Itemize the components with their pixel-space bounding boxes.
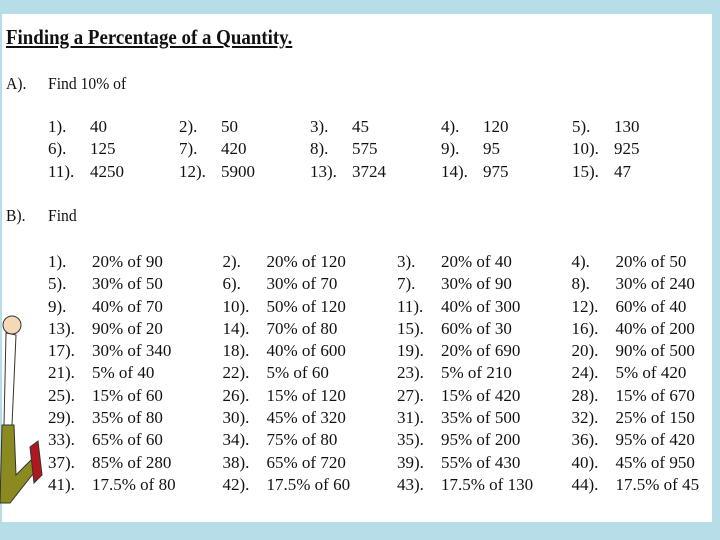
question-item xyxy=(397,407,572,429)
question-value: 30% of 90 xyxy=(441,274,512,294)
question-number: 20). xyxy=(571,341,599,361)
question-item xyxy=(179,116,310,138)
question-value: 95 xyxy=(483,139,500,159)
question-value: 15% of 60 xyxy=(92,385,163,405)
question-value: 20% of 50 xyxy=(615,252,687,271)
question-item xyxy=(572,429,720,451)
question-item xyxy=(572,138,703,160)
question-item xyxy=(223,273,398,295)
question-item xyxy=(179,138,310,160)
question-value: 55% of 430 xyxy=(441,452,521,472)
question-number: 34). xyxy=(222,430,250,450)
question-value: 4250 xyxy=(90,161,124,181)
question-item xyxy=(572,362,720,384)
question-number: 16). xyxy=(571,318,599,338)
question-number: 14). xyxy=(441,161,468,181)
question-number: 7). xyxy=(397,274,416,294)
question-value: 30% of 340 xyxy=(92,341,172,361)
question-value: 47 xyxy=(614,161,631,181)
question-number: 29). xyxy=(48,408,75,428)
question-number: 23). xyxy=(397,363,424,383)
question-value: 40% of 200 xyxy=(615,318,695,338)
question-value: 85% of 280 xyxy=(92,452,172,472)
question-value: 65% of 60 xyxy=(92,430,163,450)
question-item xyxy=(48,340,223,362)
question-value: 95% of 420 xyxy=(615,430,695,450)
question-row xyxy=(48,161,703,183)
question-value: 5% of 420 xyxy=(615,363,687,383)
question-row xyxy=(48,362,720,384)
question-number: 30). xyxy=(222,408,250,428)
question-number: 5). xyxy=(572,117,591,136)
question-item xyxy=(48,429,223,451)
question-item xyxy=(572,452,720,474)
question-item xyxy=(223,452,398,474)
question-number: 7). xyxy=(179,139,198,159)
question-number: 11). xyxy=(397,296,424,316)
question-value: 15% of 420 xyxy=(441,385,521,405)
question-number: 28). xyxy=(571,385,599,405)
question-item xyxy=(572,116,703,138)
question-item xyxy=(48,138,179,160)
question-number: 9). xyxy=(48,296,67,316)
question-value: 40% of 300 xyxy=(441,296,521,316)
question-number: 14). xyxy=(222,318,250,338)
question-item xyxy=(48,161,179,183)
question-item xyxy=(179,161,310,183)
question-value: 50 xyxy=(221,117,238,136)
question-value: 17.5% of 130 xyxy=(441,474,534,494)
question-item xyxy=(397,385,572,407)
question-value: 90% of 500 xyxy=(615,341,695,361)
question-value: 17.5% of 45 xyxy=(615,474,700,494)
question-item xyxy=(223,429,398,451)
question-number: 43). xyxy=(397,474,424,494)
question-row xyxy=(48,452,720,474)
question-item xyxy=(48,296,223,318)
question-value: 925 xyxy=(614,139,640,159)
question-row xyxy=(48,273,720,295)
question-number: 32). xyxy=(571,408,599,428)
question-item xyxy=(397,251,572,273)
question-number: 13). xyxy=(48,318,75,338)
question-item xyxy=(441,116,572,138)
question-item xyxy=(223,407,398,429)
question-item xyxy=(48,116,179,138)
question-number: 10). xyxy=(222,296,250,316)
question-value: 15% of 670 xyxy=(615,385,695,405)
question-number: 8). xyxy=(310,139,329,159)
question-value: 17.5% of 60 xyxy=(266,474,351,494)
question-value: 75% of 80 xyxy=(266,430,338,450)
question-number: 25). xyxy=(48,385,75,405)
question-value: 975 xyxy=(483,161,509,181)
question-item xyxy=(397,452,572,474)
question-item xyxy=(223,296,398,318)
question-value: 20% of 120 xyxy=(266,252,346,271)
question-value: 35% of 500 xyxy=(441,408,521,428)
question-number: 8). xyxy=(571,274,590,294)
question-value: 20% of 690 xyxy=(441,341,521,361)
question-number: 22). xyxy=(222,363,250,383)
question-number: 15). xyxy=(572,161,599,181)
question-value: 575 xyxy=(352,139,378,159)
question-item xyxy=(572,474,720,496)
question-row xyxy=(48,251,720,273)
question-value: 35% of 80 xyxy=(92,408,163,428)
question-item xyxy=(310,116,441,138)
section-a-label: A). xyxy=(6,74,27,93)
question-item xyxy=(572,407,720,429)
question-value: 5% of 40 xyxy=(92,363,155,383)
question-item xyxy=(397,273,572,295)
question-item xyxy=(223,474,398,496)
question-number: 44). xyxy=(571,474,599,494)
question-value: 60% of 40 xyxy=(615,296,687,316)
question-number: 31). xyxy=(397,408,424,428)
question-item xyxy=(397,429,572,451)
question-value: 60% of 30 xyxy=(441,318,512,338)
question-item xyxy=(310,161,441,183)
section-b-questions xyxy=(48,251,720,496)
question-value: 95% of 200 xyxy=(441,430,521,450)
question-number: 24). xyxy=(571,363,599,383)
question-item xyxy=(223,362,398,384)
question-value: 70% of 80 xyxy=(266,318,338,338)
question-row xyxy=(48,340,720,362)
question-item xyxy=(397,340,572,362)
question-number: 36). xyxy=(571,430,599,450)
question-number: 19). xyxy=(397,341,424,361)
question-number: 3). xyxy=(397,252,416,271)
question-number: 9). xyxy=(441,139,460,159)
question-number: 35). xyxy=(397,430,424,450)
question-number: 10). xyxy=(572,139,599,159)
question-value: 20% of 90 xyxy=(92,252,163,271)
question-value: 125 xyxy=(90,139,116,159)
question-item xyxy=(572,296,720,318)
question-item xyxy=(572,251,720,273)
question-item xyxy=(48,407,223,429)
question-number: 3). xyxy=(310,117,329,136)
question-row xyxy=(48,385,720,407)
question-number: 6). xyxy=(48,139,67,159)
question-item xyxy=(48,273,223,295)
question-value: 40 xyxy=(90,117,107,136)
question-value: 15% of 120 xyxy=(266,385,346,405)
question-number: 6). xyxy=(222,274,241,294)
question-row xyxy=(48,116,703,138)
question-item xyxy=(48,452,223,474)
question-item xyxy=(441,138,572,160)
question-item xyxy=(572,385,720,407)
question-number: 4). xyxy=(441,117,460,136)
question-item xyxy=(48,318,223,340)
section-a-instruction: Find 10% of xyxy=(48,74,127,93)
question-item xyxy=(48,474,223,496)
question-item xyxy=(48,362,223,384)
question-number: 5). xyxy=(48,274,67,294)
question-number: 37). xyxy=(48,452,75,472)
question-value: 45% of 950 xyxy=(615,452,695,472)
section-a-questions xyxy=(48,116,703,183)
question-item xyxy=(441,161,572,183)
question-number: 2). xyxy=(179,117,198,136)
question-number: 12). xyxy=(179,161,206,181)
question-number: 17). xyxy=(48,341,75,361)
question-item xyxy=(223,385,398,407)
question-row xyxy=(48,138,703,160)
question-value: 25% of 150 xyxy=(615,408,695,428)
question-row xyxy=(48,474,720,496)
question-number: 13). xyxy=(310,161,337,181)
question-number: 18). xyxy=(222,341,250,361)
question-value: 20% of 40 xyxy=(441,252,512,271)
question-number: 41). xyxy=(48,474,75,494)
question-value: 3724 xyxy=(352,161,386,181)
question-value: 130 xyxy=(614,117,640,136)
question-number: 26). xyxy=(222,385,250,405)
question-item xyxy=(572,340,720,362)
question-value: 420 xyxy=(221,139,247,159)
question-row xyxy=(48,429,720,451)
question-value: 30% of 240 xyxy=(615,274,695,294)
section-b-label: B). xyxy=(6,206,26,225)
question-value: 40% of 600 xyxy=(266,341,346,361)
question-item xyxy=(572,318,720,340)
question-number: 15). xyxy=(397,318,424,338)
question-item xyxy=(223,340,398,362)
question-number: 21). xyxy=(48,363,75,383)
question-item xyxy=(48,385,223,407)
question-item xyxy=(223,251,398,273)
question-item xyxy=(397,362,572,384)
page-title: Finding a Percentage of a Quantity. xyxy=(6,25,293,49)
question-value: 5900 xyxy=(221,161,255,181)
question-number: 38). xyxy=(222,452,250,472)
question-row xyxy=(48,296,720,318)
question-value: 5% of 210 xyxy=(441,363,512,383)
question-item xyxy=(223,318,398,340)
question-value: 50% of 120 xyxy=(266,296,346,316)
question-number: 1). xyxy=(48,252,67,271)
cartoon-figure-illustration xyxy=(0,305,45,505)
question-value: 90% of 20 xyxy=(92,318,163,338)
question-value: 45 xyxy=(352,117,369,136)
question-number: 2). xyxy=(222,252,241,271)
question-value: 45% of 320 xyxy=(266,408,346,428)
question-value: 65% of 720 xyxy=(266,452,346,472)
question-number: 33). xyxy=(48,430,75,450)
question-value: 30% of 70 xyxy=(266,274,338,294)
question-item xyxy=(572,161,703,183)
section-b-instruction: Find xyxy=(48,206,77,225)
question-number: 39). xyxy=(397,452,424,472)
question-item xyxy=(48,251,223,273)
question-item xyxy=(310,138,441,160)
question-value: 17.5% of 80 xyxy=(92,474,176,494)
question-number: 27). xyxy=(397,385,424,405)
question-number: 11). xyxy=(48,161,75,181)
question-row xyxy=(48,407,720,429)
question-value: 5% of 60 xyxy=(266,363,329,383)
question-number: 40). xyxy=(571,452,599,472)
question-item xyxy=(397,296,572,318)
question-item xyxy=(572,273,720,295)
question-number: 42). xyxy=(222,474,250,494)
question-value: 40% of 70 xyxy=(92,296,163,316)
question-item xyxy=(397,474,572,496)
question-row xyxy=(48,318,720,340)
question-value: 30% of 50 xyxy=(92,274,163,294)
question-item xyxy=(397,318,572,340)
question-number: 1). xyxy=(48,117,67,136)
question-number: 12). xyxy=(571,296,599,316)
question-number: 4). xyxy=(571,252,590,271)
question-value: 120 xyxy=(483,117,509,136)
